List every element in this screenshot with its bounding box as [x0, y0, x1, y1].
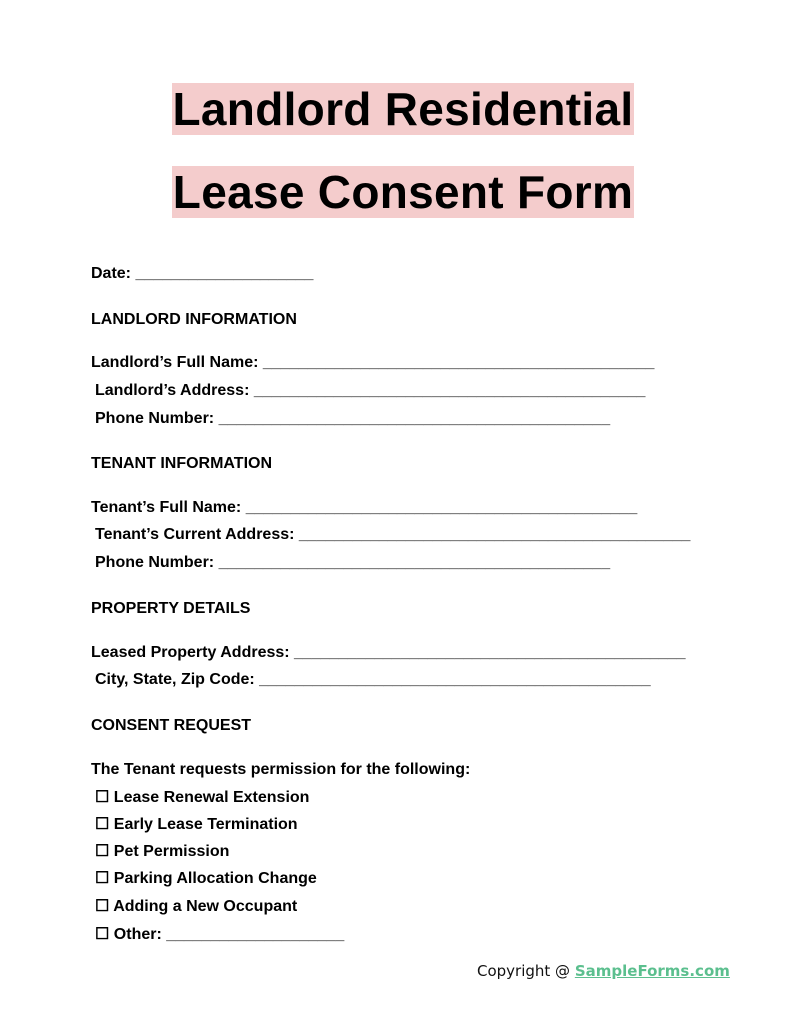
option-other[interactable] [95, 925, 344, 945]
landlord-section-heading: LANDLORD INFORMATION [91, 311, 297, 328]
landlord-phone-field [95, 409, 610, 429]
option-parking-allocation-change[interactable] [95, 869, 317, 889]
checkbox-icon[interactable]: ☐ [95, 898, 110, 915]
field-label: Phone Number: [95, 554, 219, 571]
checkbox-icon[interactable]: ☐ [95, 789, 110, 806]
consent-section-heading: CONSENT REQUEST [91, 717, 252, 734]
date-label: Date: [91, 265, 136, 282]
landlord-address-field [95, 381, 645, 401]
property-section-heading: PROPERTY DETAILS [91, 600, 251, 617]
field-blank[interactable]: ____________________________________________ [245, 499, 638, 516]
field-blank[interactable]: ____________________________________________ [218, 554, 611, 571]
checkbox-icon[interactable]: ☐ [95, 843, 110, 860]
copyright-footer [477, 962, 730, 980]
field-blank[interactable]: ____________________________________________ [294, 644, 686, 661]
option-label: Lease Renewal Extension [113, 789, 310, 806]
field-label: Landlord’s Address: [95, 382, 254, 399]
option-early-lease-termination[interactable] [95, 815, 298, 835]
date-blank[interactable]: ____________________ [135, 265, 314, 282]
option-label: Other: [113, 926, 167, 943]
checkbox-icon[interactable]: ☐ [95, 816, 110, 833]
checkbox-icon[interactable]: ☐ [95, 926, 110, 943]
field-blank[interactable]: ____________________________________________ [298, 526, 691, 543]
leased-property-address-field [91, 643, 686, 663]
option-lease-renewal-extension[interactable] [95, 788, 309, 808]
field-label: Landlord’s Full Name: [91, 354, 263, 371]
option-pet-permission[interactable] [95, 842, 229, 862]
field-blank[interactable]: ____________________________________________ [259, 671, 651, 688]
other-blank[interactable]: ____________________ [166, 926, 345, 943]
tenant-section-heading: TENANT INFORMATION [91, 455, 273, 472]
option-label: Parking Allocation Change [113, 870, 317, 887]
consent-intro-text: The Tenant requests permission for the following: [91, 761, 471, 778]
option-label: Pet Permission [113, 843, 230, 860]
tenant-current-address-field [95, 525, 690, 545]
tenant-phone-field [95, 553, 610, 573]
field-blank[interactable]: ____________________________________________ [218, 410, 611, 427]
document-title-line-2 [0, 165, 806, 220]
option-label: Adding a New Occupant [113, 898, 298, 915]
title-text-1: Landlord Residential [172, 83, 634, 135]
field-label: Tenant’s Full Name: [91, 499, 246, 516]
field-label: Tenant’s Current Address: [95, 526, 299, 543]
copyright-prefix: Copyright @ [477, 962, 575, 980]
tenant-full-name-field [91, 498, 637, 518]
field-blank[interactable]: ____________________________________________ [253, 382, 646, 399]
title-text-2: Lease Consent Form [172, 166, 634, 218]
date-field [91, 264, 313, 284]
field-label: Leased Property Address: [91, 644, 295, 661]
checkbox-icon[interactable]: ☐ [95, 870, 110, 887]
sampleforms-link[interactable]: SampleForms.com [574, 962, 730, 980]
landlord-full-name-field [91, 353, 654, 373]
city-state-zip-field [95, 670, 651, 690]
field-label: City, State, Zip Code: [95, 671, 260, 688]
document-title-line-1 [0, 82, 806, 137]
option-label: Early Lease Termination [113, 816, 298, 833]
field-label: Phone Number: [95, 410, 219, 427]
field-blank[interactable]: ____________________________________________ [262, 354, 655, 371]
option-adding-new-occupant[interactable] [95, 897, 297, 917]
